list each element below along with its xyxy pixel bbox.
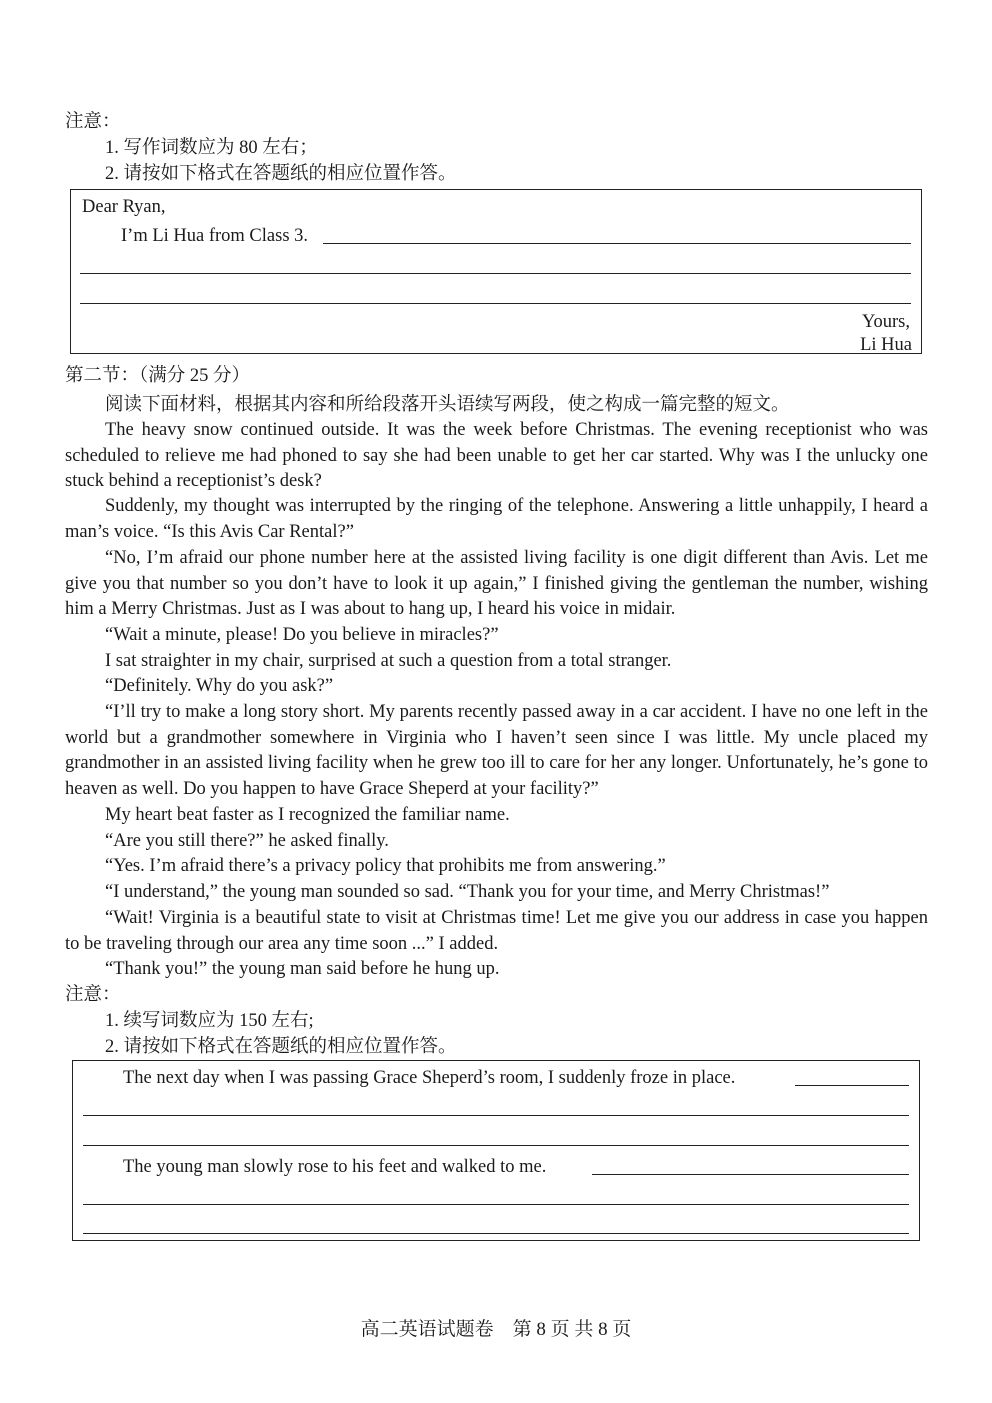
- story-paragraph: “Thank you!” the young man said before he hung up.: [105, 959, 500, 979]
- story-paragraph: “Wait a minute, please! Do you believe in miracles?”: [105, 625, 499, 645]
- story-paragraph: I sat straighter in my chair, surprised at such a question from a total stranger.: [105, 651, 672, 671]
- story-paragraph: Suddenly, my thought was interrupted by the ringing of the telephone. Answering a little unhappily, I heard a man’s voice. “Is this Avis Car Rental?”: [65, 496, 928, 542]
- story-paragraph: The heavy snow continued outside. It was the week before Christmas. The evening receptionist who was scheduled to relieve me had phoned to say she had been unable to get her car started. Why was I the unlucky one stuck behind a receptionist’s desk?: [65, 420, 928, 492]
- answer-line: [80, 273, 911, 274]
- answer-line: [83, 1145, 909, 1146]
- letter-closing: Yours,: [862, 312, 910, 332]
- story-paragraph: “No, I’m afraid our phone number here at the assisted living facility is one digit different than Avis. Let me give you that number so you don’t have to look it up again,” I finished giving the gentleman the number, wishing him a Merry Christmas. Just as I was about to hang up, I heard his voice in midair.: [65, 548, 928, 620]
- answer-line: [323, 243, 911, 244]
- story-paragraph: “Yes. I’m afraid there’s a privacy policy that prohibits me from answering.”: [105, 856, 666, 876]
- story-paragraph: “Are you still there?” he asked finally.: [105, 831, 389, 851]
- story-paragraph: “Wait! Virginia is a beautiful state to visit at Christmas time! Let me give you our address in case you happen to be traveling through our area any time soon ...” I added.: [65, 908, 928, 954]
- notes-heading: 注意：: [65, 112, 121, 132]
- letter-answer-box: [70, 189, 922, 354]
- letter-signature: Li Hua: [860, 335, 912, 355]
- notes-heading: 注意：: [65, 985, 121, 1005]
- story-paragraph: “I’ll try to make a long story short. My parents recently passed away in a car accident. I have no one left in the world but a grandmother somewhere in Virginia who I haven’t seen since I was little. My uncle placed my grandmother in an assisted living facility when he grew too ill to care for her any longer. Unfortunately, he’s gone to heaven as well. Do you happen to have Grace Sheperd at your facility?”: [65, 702, 928, 799]
- answer-line: [83, 1204, 909, 1205]
- note-item: 2. 请按如下格式在答题纸的相应位置作答。: [105, 1037, 457, 1057]
- story-paragraph: My heart beat faster as I recognized the familiar name.: [105, 805, 510, 825]
- letter-opening: I’m Li Hua from Class 3.: [121, 226, 309, 246]
- answer-line: [83, 1233, 909, 1234]
- answer-line: [592, 1174, 909, 1175]
- letter-greeting: Dear Ryan,: [82, 197, 166, 217]
- answer-line: [80, 303, 911, 304]
- paragraph1-opening: The next day when I was passing Grace Sheperd’s room, I suddenly froze in place.: [123, 1068, 736, 1088]
- section-instruction: 阅读下面材料，根据其内容和所给段落开头语续写两段，使之构成一篇完整的短文。: [105, 395, 790, 415]
- answer-line: [795, 1085, 909, 1086]
- note-item: 1. 写作词数应为 80 左右；: [105, 138, 318, 158]
- story-paragraph: “I understand,” the young man sounded so sad. “Thank you for your time, and Merry Christmas!”: [105, 882, 830, 902]
- story-paragraph: “Definitely. Why do you ask?”: [105, 676, 334, 696]
- section-title: 第二节：（满分 25 分）: [65, 366, 251, 386]
- paragraph2-opening: The young man slowly rose to his feet and walked to me.: [123, 1157, 547, 1177]
- note-item: 2. 请按如下格式在答题纸的相应位置作答。: [105, 164, 457, 184]
- answer-line: [83, 1115, 909, 1116]
- page-footer: 高二英语试题卷 第 8 页 共 8 页: [360, 1319, 632, 1340]
- note-item: 1. 续写词数应为 150 左右;: [105, 1011, 314, 1031]
